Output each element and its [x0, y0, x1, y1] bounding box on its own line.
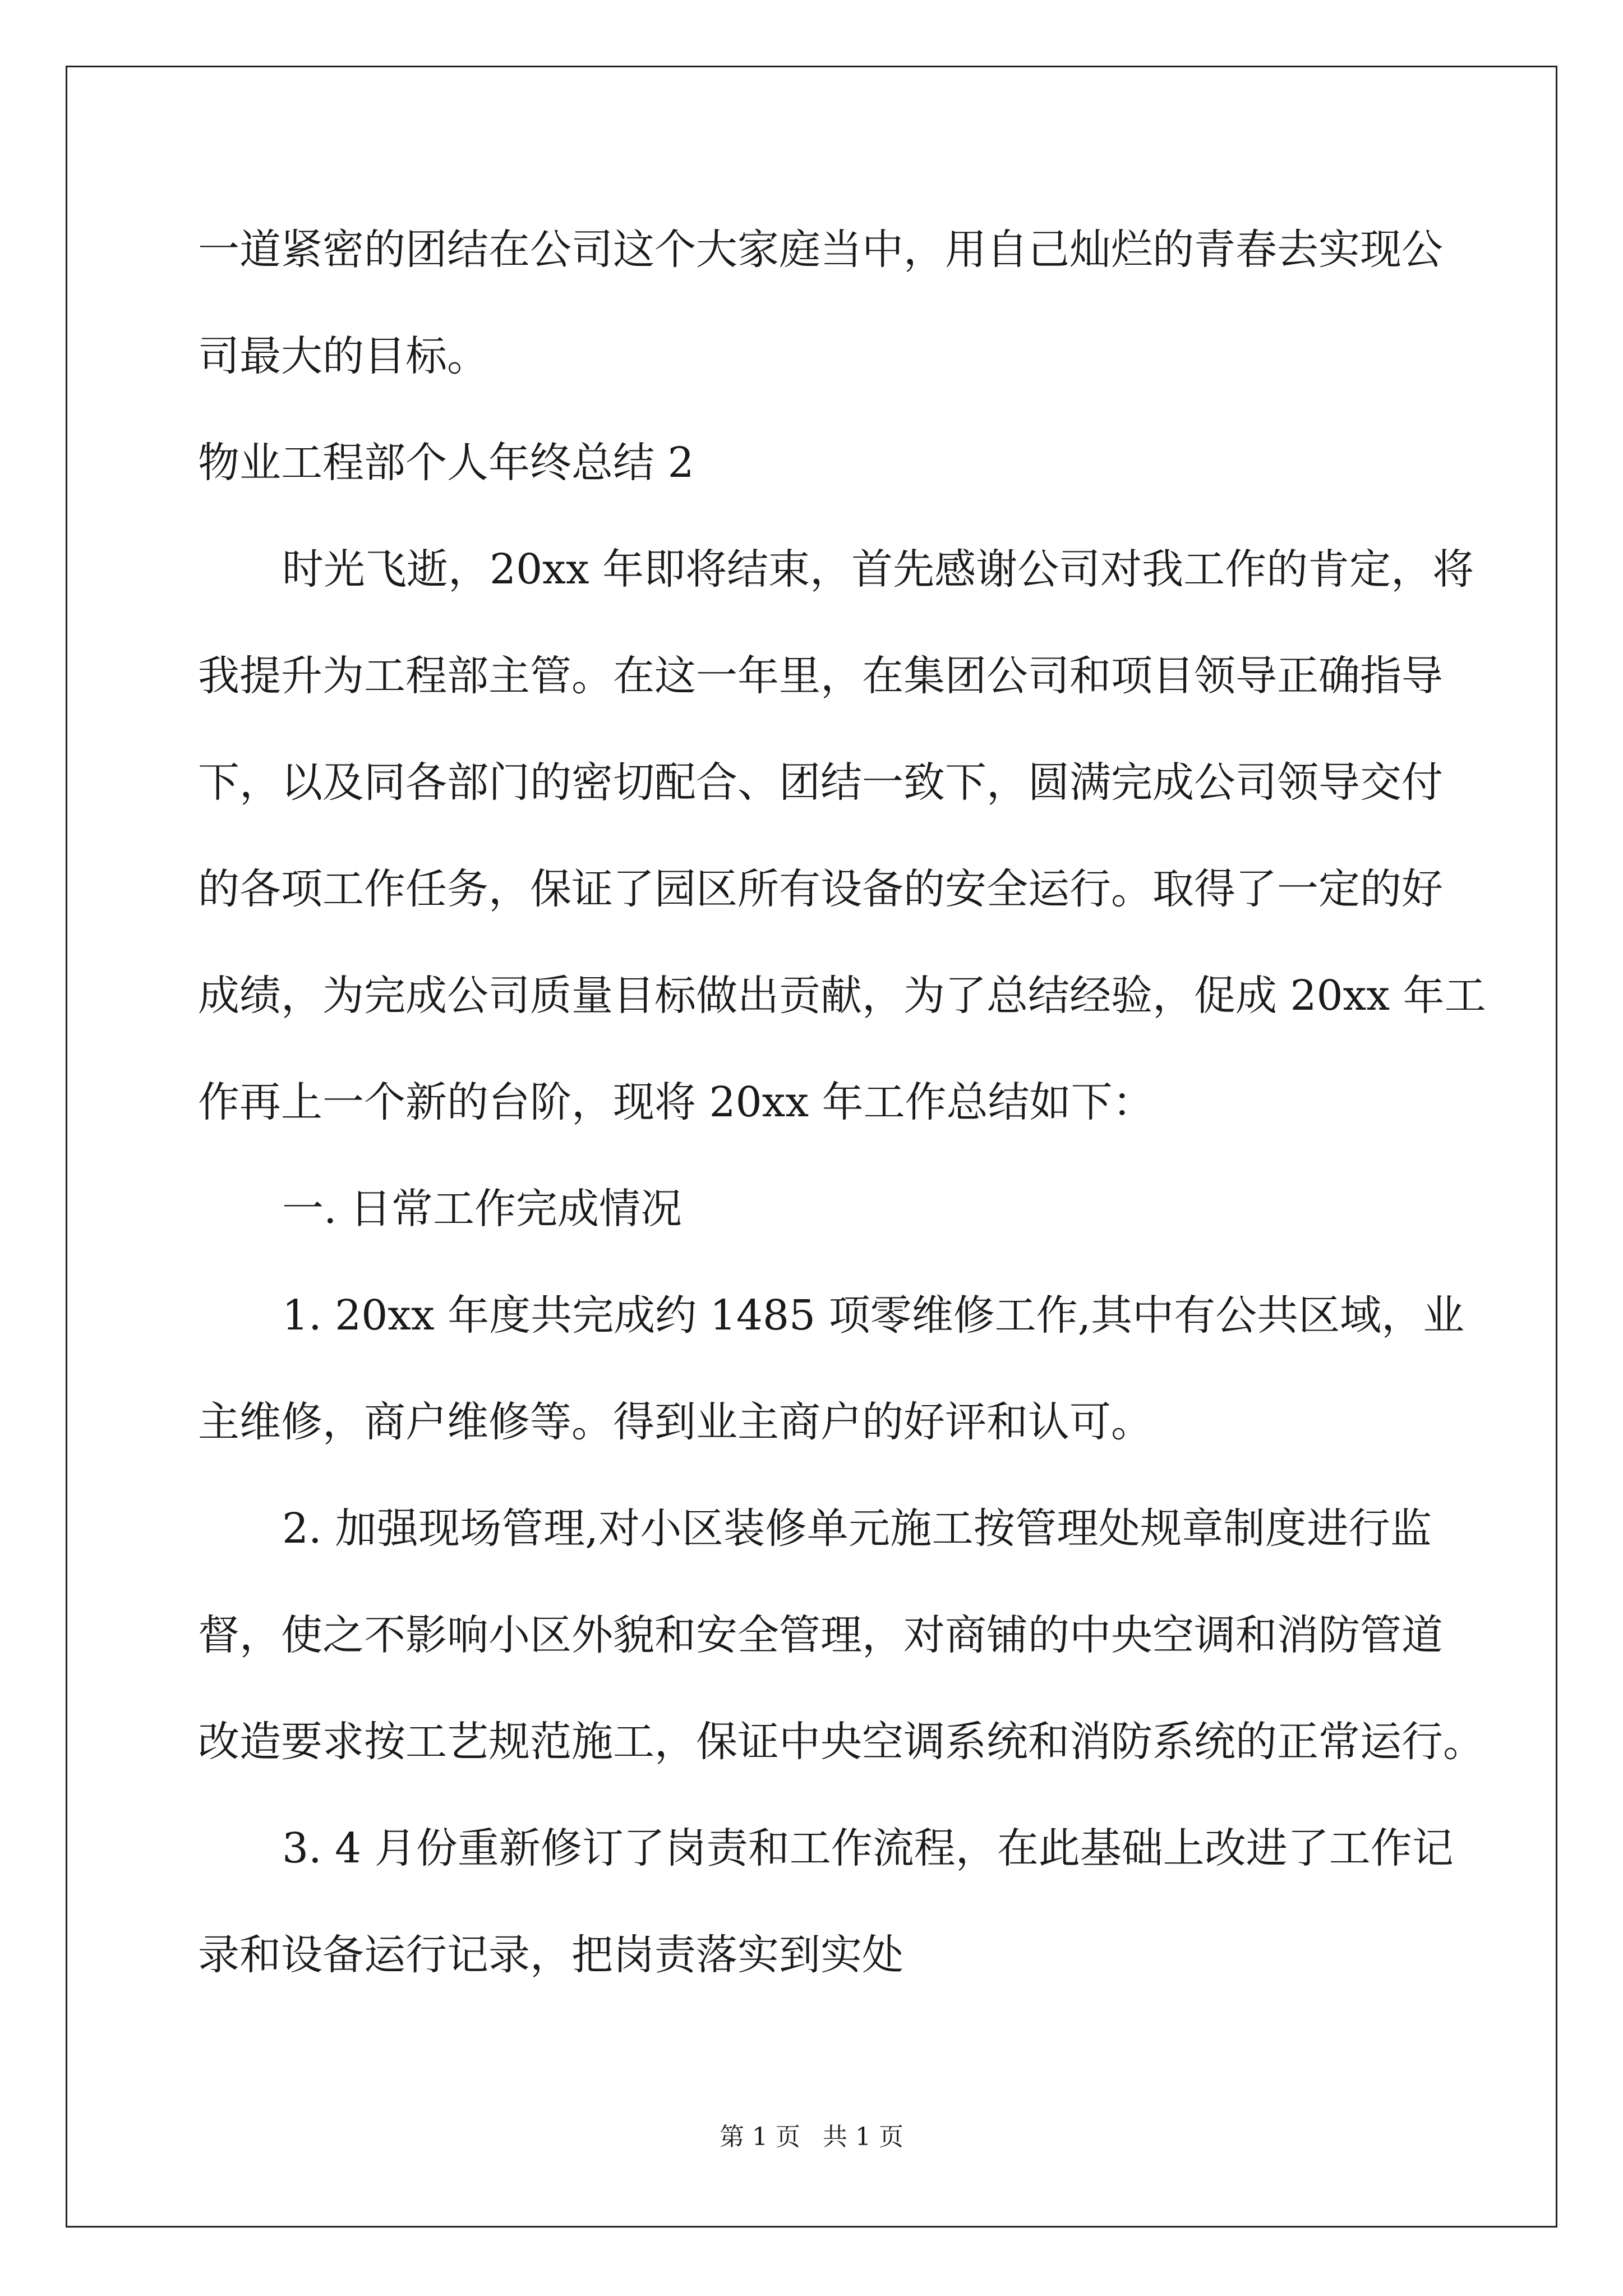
- paragraph-line: 改造要求按工艺规范施工，保证中央空调系统和消防系统的正常运行。: [198, 1718, 1484, 1766]
- paragraph-line: 的各项工作任务，保证了园区所有设备的安全运行。取得了一定的好: [198, 865, 1443, 913]
- paragraph-line: 1. 20xx 年度共完成约 1485 项零维修工作,其中有公共区域，业: [282, 1291, 1465, 1340]
- paragraph-line: 2. 加强现场管理,对小区装修单元施工按管理处规章制度进行监: [282, 1504, 1432, 1553]
- page-number: 第 1 页: [720, 2123, 800, 2151]
- page-total: 共 1 页: [823, 2123, 903, 2151]
- paragraph-line: 3. 4 月份重新修订了岗责和工作流程，在此基础上改进了工作记: [282, 1824, 1454, 1872]
- page-footer: [0, 2120, 1623, 2154]
- subsection-heading: 一. 日常工作完成情况: [282, 1185, 683, 1233]
- paragraph-line: 主维修，商户维修等。得到业主商户的好评和认可。: [198, 1398, 1152, 1446]
- paragraph-line: 成绩，为完成公司质量目标做出贡献，为了总结经验，促成 20xx 年工: [198, 972, 1486, 1020]
- paragraph-line: 一道紧密的团结在公司这个大家庭当中，用自己灿烂的青春去实现公: [198, 226, 1443, 274]
- paragraph-line: 我提升为工程部主管。在这一年里，在集团公司和项目领导正确指导: [198, 652, 1443, 700]
- paragraph-line: 督，使之不影响小区外貌和安全管理，对商铺的中央空调和消防管道: [198, 1611, 1443, 1659]
- paragraph-line: 作再上一个新的台阶，现将 20xx 年工作总结如下：: [198, 1078, 1154, 1126]
- paragraph-line: 下，以及同各部门的密切配合、团结一致下，圆满完成公司领导交付: [198, 758, 1443, 807]
- paragraph-line: 时光飞逝，20xx 年即将结束，首先感谢公司对我工作的肯定，将: [282, 545, 1474, 593]
- section-heading: 物业工程部个人年终总结 2: [198, 439, 694, 487]
- paragraph-line: 司最大的目标。: [198, 332, 488, 380]
- page-border: [66, 66, 1557, 2228]
- paragraph-line: 录和设备运行记录，把岗责落实到实处: [198, 1931, 903, 1979]
